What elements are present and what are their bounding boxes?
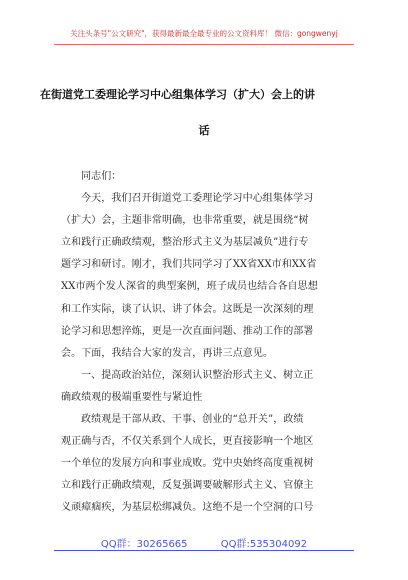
header-divider xyxy=(54,44,354,45)
body-text-line: 题学习和研讨。刚才，我们共同学习了XX省XX市和XX省 xyxy=(61,259,317,271)
document-title-line-2: 话 xyxy=(198,124,210,137)
document-body xyxy=(61,166,349,520)
body-text-line: 确政绩观的极端重要性与紧迫性 xyxy=(61,391,203,403)
body-text-line: 立和践行正确政绩观，整治形式主义为基层减负”进行专 xyxy=(61,237,309,249)
body-text-line: 和工作实际，谈了认识、讲了体会。这既是一次深刻的理 xyxy=(61,303,314,315)
body-text-line: 一、提高政治站位，深刻认识整治形式主义、树立正 xyxy=(81,369,314,381)
footer-qq-group-2: QQ群:535304092 xyxy=(220,539,308,550)
body-text-line: 立和践行正确政绩观，反复强调要破解形式主义、官僚主 xyxy=(61,480,314,492)
body-text-line: 同志们： xyxy=(81,171,122,182)
body-text-line: 今天，我们召开街道党工委理论学习中心组集体学习 xyxy=(81,193,314,205)
body-text-line: 义顽瘴痼疾，为基层松绑减负。这绝不是一个空洞的口号 xyxy=(61,502,314,514)
header-promo-text: 关注头条号"公文研究"，获得最新最全最专业的公文资料库！ 微信：gongwenyj xyxy=(70,29,338,38)
body-text-line: 政绩观是干部从政、干事、创业的“总开关”，政绩 xyxy=(81,414,304,426)
body-text-line: 论学习和思想淬炼，更是一次直面问题、推动工作的部署 xyxy=(61,325,314,337)
body-text-line: 一个单位的发展方向和事业成败。党中央始终高度重视树 xyxy=(61,458,314,470)
body-text-line: （扩大）会，主题非常明确，也非常重要，就是围绕“树 xyxy=(61,215,309,227)
footer-qq-group-1: QQ群：30265665 xyxy=(100,539,188,550)
body-text-line: 会。下面，我结合大家的发言，再讲三点意见。 xyxy=(61,347,274,359)
document-title-line-1: 在街道党工委理论学习中心组集体学习（扩大）会上的讲 xyxy=(40,88,315,101)
body-text-line: XX市两个发人深省的典型案例，班子成员也结合各自思想 xyxy=(61,281,318,293)
footer-contact xyxy=(0,535,408,550)
footer-divider xyxy=(54,550,354,551)
body-text-line: 观正确与否，不仅关系到个人成长，更直接影响一个地区 xyxy=(61,436,314,448)
